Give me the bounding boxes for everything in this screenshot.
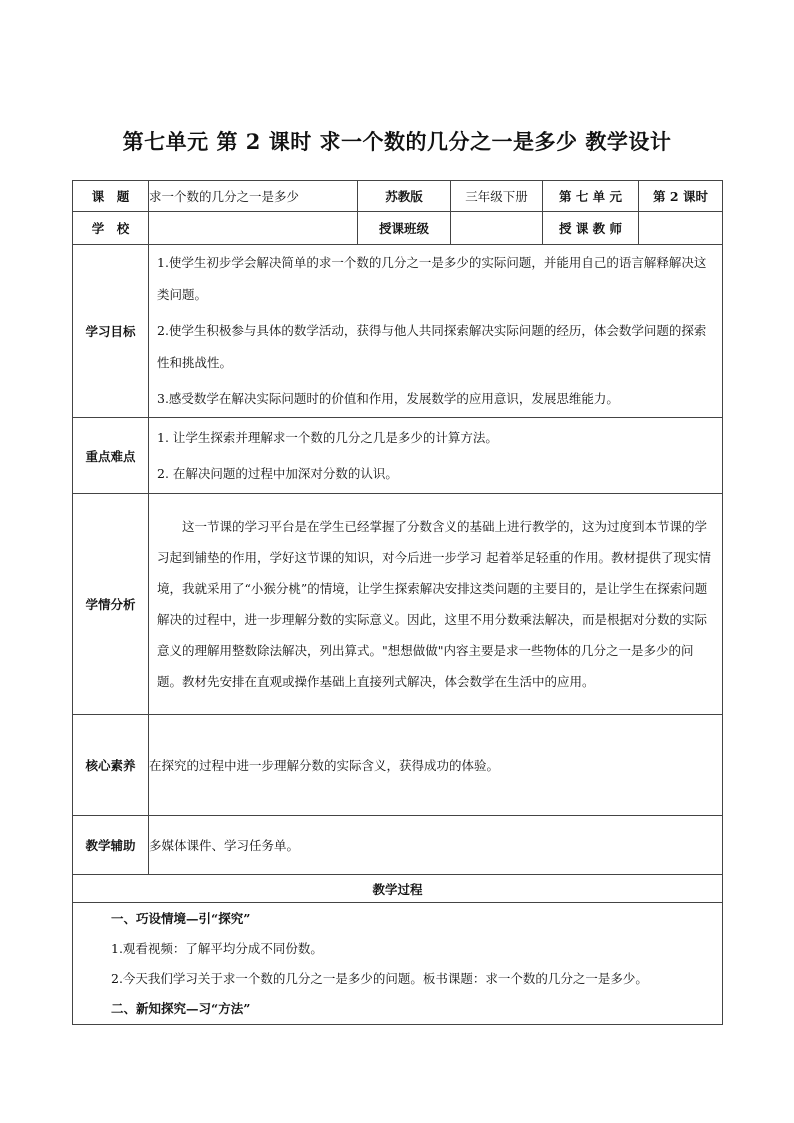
- process-line-1: 1.观看视频：了解平均分成不同份数。: [111, 940, 323, 956]
- lesson: 第 2 课时: [639, 181, 723, 212]
- row-process-body: [73, 903, 723, 1025]
- school-label: 学 校: [73, 212, 149, 245]
- page-title: 第七单元 第 2 课时 求一个数的几分之一是多少 教学设计: [122, 129, 672, 154]
- row-analysis: [73, 494, 723, 715]
- goal-item: 3.感受数学在解决实际问题时的价值和作用，发展数学的应用意识，发展思维能力。: [157, 391, 619, 406]
- publisher: 苏教版: [358, 181, 451, 212]
- process-header: 教学过程: [73, 875, 723, 903]
- teacher-label: 授 课 教 师: [543, 212, 639, 245]
- aids-label: 教学辅助: [73, 816, 149, 875]
- goals-label: 学习目标: [73, 245, 149, 418]
- aids-text: 多媒体课件、学习任务单。: [149, 816, 723, 875]
- process-line-2: 2.今天我们学习关于求一个数的几分之一是多少的问题。板书课题：求一个数的几分之一是多少。: [111, 970, 648, 986]
- key-points-content: [149, 418, 723, 494]
- class-label: 授课班级: [358, 212, 451, 245]
- key-point-item: 2. 在解决问题的过程中加深对分数的认识。: [157, 465, 398, 481]
- row-core: [73, 715, 723, 816]
- unit: 第 七 单 元: [543, 181, 639, 212]
- lesson-plan-table: [72, 180, 723, 1025]
- grade: 三年级下册: [451, 181, 543, 212]
- analysis-label: 学情分析: [73, 494, 149, 715]
- topic-label: 课 题: [73, 181, 149, 212]
- core-text: 在探究的过程中进一步理解分数的实际含义，获得成功的体验。: [149, 715, 723, 816]
- process-content: [73, 903, 723, 1025]
- row-key-points: [73, 418, 723, 494]
- row-process-header: [73, 875, 723, 903]
- goals-content: [149, 245, 723, 418]
- teacher-value: [639, 212, 723, 245]
- key-points-label: 重点难点: [73, 418, 149, 494]
- row-goals: [73, 245, 723, 418]
- analysis-text: 这一节课的学习平台是在学生已经掌握了分数含义的基础上进行教学的，这为过度到本节课的学习起到铺垫的作用，学好这节课的知识，对今后进一步学习 起着举足轻重的作用。教材提供了现实情境，我就采用了“小猴分桃”的情境，让学生探索解决安排这类问题的主要目的，是让学生在探索问题解决的过程中，进一步理解分数的实际意义。因此，这里不用分数乘法解决，而是根据对分数的实际意义的理解用整数除法解决，列出算式。"想想做做"内容主要是求一些物体的几分之一是多少的问题。教材先安排在直观或操作基础上直接列式解决，体会数学在生活中的应用。: [157, 519, 711, 689]
- school-value: [149, 212, 358, 245]
- topic-value: 求一个数的几分之一是多少: [149, 181, 358, 212]
- process-section-2-title: 二、新知探究—习“方法”: [111, 1000, 251, 1016]
- row-topic: [73, 181, 723, 212]
- analysis-content: [149, 494, 723, 715]
- row-school: [73, 212, 723, 245]
- key-point-item: 1. 让学生探索并理解求一个数的几分之几是多少的计算方法。: [157, 429, 498, 445]
- goal-item: 1.使学生初步学会解决简单的求一个数的几分之一是多少的实际问题，并能用自己的语言解释解决这类问题。: [157, 255, 707, 302]
- process-section-1-title: 一、巧设情境—引“探究”: [111, 910, 251, 926]
- goal-item: 2.使学生积极参与具体的数学活动，获得与他人共同探索解决实际问题的经历，体会数学问题的探索性和挑战性。: [157, 323, 707, 370]
- class-value: [451, 212, 543, 245]
- row-aids: [73, 816, 723, 875]
- core-label: 核心素养: [73, 715, 149, 816]
